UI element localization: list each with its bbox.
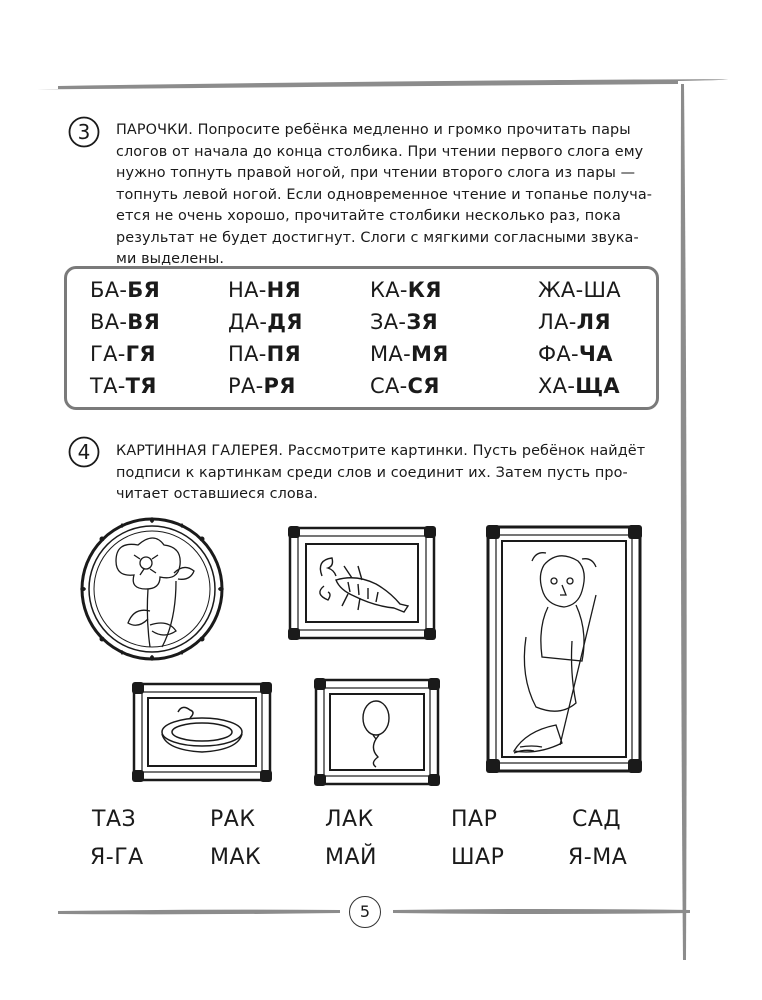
syllable-pair: ЖА-ША: [538, 278, 621, 302]
syllable-pair: ТА-ТЯ: [90, 374, 157, 398]
task-3-text: [116, 120, 660, 271]
task-3-line-1: Попросите ребёнка медленно и громко прочитать пары: [197, 122, 631, 138]
word: МАЙ: [325, 845, 377, 870]
witch-picture-frame: [486, 525, 642, 773]
task-3-line-2: слогов от начала до конца столбика. При чтении первого слога ему: [116, 143, 644, 160]
syllable-pair: ПА-ПЯ: [228, 342, 301, 366]
syllable-pair: ВА-ВЯ: [90, 310, 161, 334]
bowl-icon: [162, 707, 242, 752]
word: МАК: [210, 845, 262, 870]
syllable-pair: ДА-ДЯ: [228, 310, 303, 334]
syllable-pair: ХА-ЩА: [538, 374, 620, 398]
syllable-pair: МА-МЯ: [370, 342, 449, 366]
word: ТАЗ: [92, 807, 137, 832]
bottom-rule-right: [393, 909, 690, 914]
poppy-flower-icon: [116, 538, 194, 647]
task-4-line-3: читает оставшиеся слова.: [116, 486, 318, 502]
bowl-picture-frame: [132, 682, 272, 782]
bottom-rule-left: [58, 910, 340, 915]
task-4-text: [116, 441, 660, 506]
syllable-pair: РА-РЯ: [228, 374, 296, 398]
poppy-picture-frame: [78, 515, 226, 663]
top-rule: [38, 79, 729, 89]
task-3-line-3: нужно топнуть правой ногой, при чтении второго слога из пары —: [116, 165, 636, 181]
task-4-line-2: подписи к картинкам среди слов и соединит их. Затем пусть про-: [116, 464, 628, 481]
balloon-icon: [363, 701, 389, 767]
task-3-number: [68, 116, 100, 148]
right-rule: [681, 84, 687, 960]
task-4-number-text: 4: [77, 440, 91, 464]
word: Я-МА: [568, 845, 628, 870]
page-number: 5: [349, 896, 381, 928]
word: РАК: [210, 807, 256, 832]
task-3-line-4: топнуть левой ногой. Если одновременное чтение и топанье получа-: [116, 186, 653, 203]
syllable-pair: НА-НЯ: [228, 278, 301, 302]
word: САД: [572, 807, 622, 832]
task-3-title: ПАРОЧКИ.: [116, 122, 193, 138]
task-4-title: КАРТИННАЯ ГАЛЕРЕЯ.: [116, 443, 284, 459]
word: ШАР: [451, 845, 505, 870]
balloon-picture-frame: [314, 678, 440, 786]
witch-on-broom-icon: [514, 553, 596, 753]
syllable-pair: СА-СЯ: [370, 374, 440, 398]
task-3-line-7: ми выделены.: [116, 251, 225, 267]
word: ПАР: [451, 807, 498, 832]
task-4-line-1: Рассмотрите картинки. Пусть ребёнок найдёт: [287, 443, 646, 459]
word: Я-ГА: [90, 845, 144, 870]
syllable-pair: БА-БЯ: [90, 278, 161, 302]
task-3-line-5: ется не очень хорошо, прочитайте столбики несколько раз, пока: [116, 208, 621, 224]
syllable-pair: КА-КЯ: [370, 278, 442, 302]
task-3-number-text: 3: [77, 120, 91, 144]
syllable-pair: ФА-ЧА: [538, 342, 613, 366]
crayfish-icon: [320, 558, 408, 612]
crayfish-picture-frame: [288, 526, 436, 640]
syllable-pair: ЗА-ЗЯ: [370, 310, 439, 334]
word: ЛАК: [325, 807, 374, 832]
syllable-pair: ГА-ГЯ: [90, 342, 156, 366]
syllable-pair: ЛА-ЛЯ: [538, 310, 611, 334]
task-3-line-6: результат не будет достигнут. Слоги с мягкими согласными звука-: [116, 229, 639, 246]
task-4-number: [68, 436, 100, 468]
